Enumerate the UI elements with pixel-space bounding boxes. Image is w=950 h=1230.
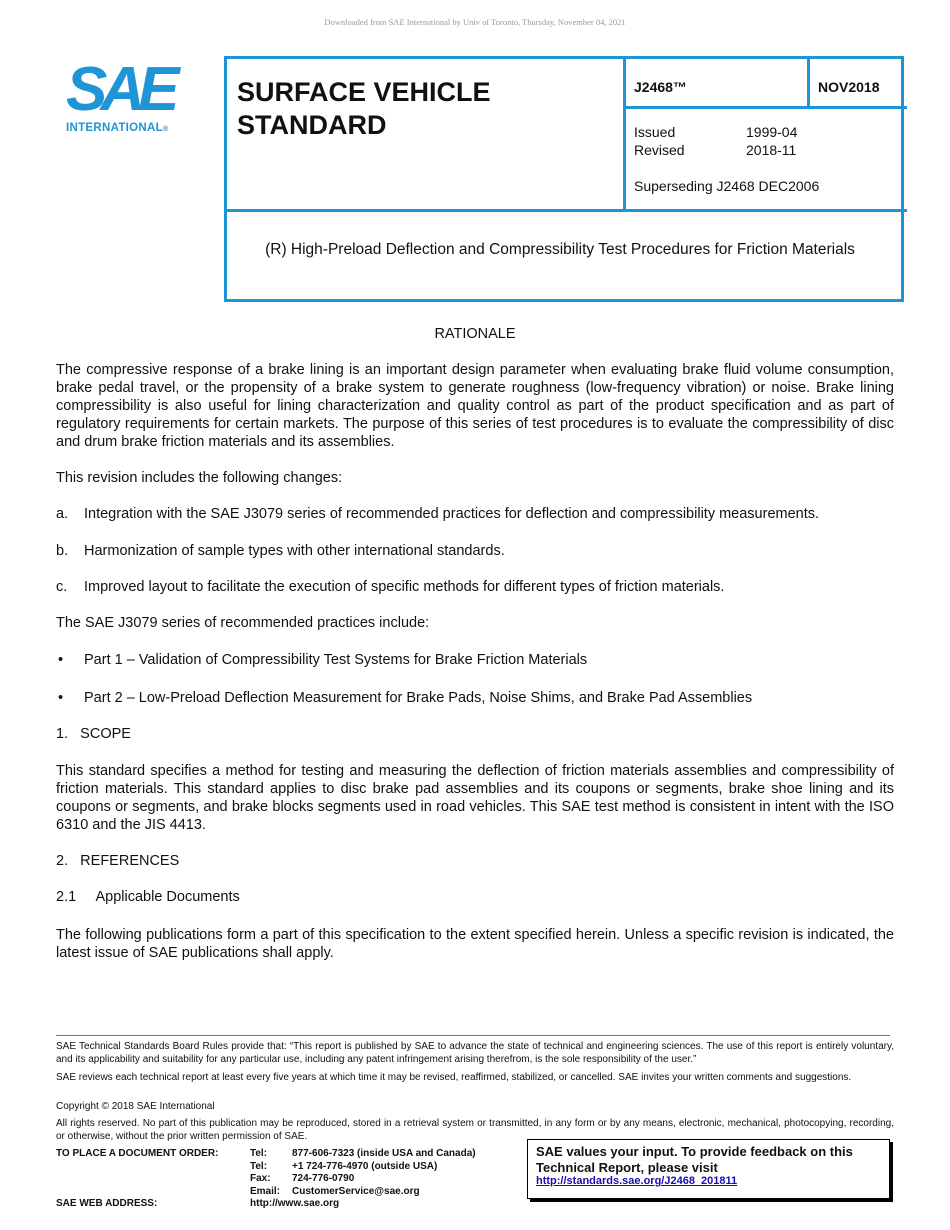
contact-value: 877-606-7323 (inside USA and Canada) xyxy=(292,1148,476,1159)
copyright-text: Copyright © 2018 SAE International xyxy=(56,1101,215,1112)
standard-type xyxy=(237,76,491,142)
list-item: Integration with the SAE J3079 series of recommended practices for deflection and compressibility measurements. xyxy=(84,506,820,522)
list-item: Harmonization of sample types with other international standards. xyxy=(84,543,505,559)
board-rules-text: SAE Technical Standards Board Rules provide that: “This report is published by SAE to advance the state of technical and engineering sciences. The use of this report is entirely voluntary, and its applicability and suitability for any particular use, including any patent infringement arising therefrom, is the sole responsibility of the user.” xyxy=(56,1041,894,1065)
revised-value: 2018-11 xyxy=(746,142,797,158)
contact-label: Email: xyxy=(250,1186,281,1197)
bullet-icon: • xyxy=(58,690,64,706)
feedback-link[interactable]: http://standards.sae.org/J2468_201811 xyxy=(536,1175,738,1187)
logo-letters: SAE xyxy=(66,55,173,124)
changes-intro: This revision includes the following changes: xyxy=(56,470,343,486)
subsection-heading: 2.1 Applicable Documents xyxy=(56,889,240,905)
revised-label: Revised xyxy=(634,142,685,158)
list-marker: a. xyxy=(56,506,69,522)
contact-label: Tel: xyxy=(250,1161,268,1172)
footer-divider xyxy=(56,1035,890,1036)
rationale-paragraph: The compressive response of a brake lining is an important design parameter when evaluating brake fluid volume consumption, brake pedal travel, or the propensity of a brake system to generate roughness (low-frequency vibration) or noise. Brake lining compressibility is also useful for lining characterization and quality control as part of the product specification and as part of regulatory requirements for certain markets. The purpose of this series of test procedures is to evaluate the compressibility of disc and drum brake friction materials and its assemblies. xyxy=(56,362,894,450)
series-intro: The SAE J3079 series of recommended practices include: xyxy=(56,615,430,631)
email-link[interactable]: CustomerService@sae.org xyxy=(292,1186,420,1197)
applicable-paragraph: The following publications form a part of this specification to the extent specified herein. Unless a specific revision is indicated, the latest issue of SAE publications shall apply. xyxy=(56,927,894,961)
bullet-icon: • xyxy=(58,652,64,668)
superseding-note: Superseding J2468 DEC2006 xyxy=(634,178,820,194)
list-item: Part 2 – Low-Preload Deflection Measurement for Brake Pads, Noise Shims, and Brake Pad Assemblies xyxy=(84,690,753,706)
contact-value: +1 724-776-4970 (outside USA) xyxy=(292,1161,438,1172)
rights-text: All rights reserved. No part of this publication may be reproduced, stored in a retrieval system or transmitted, in any form or by any means, electronic, mechanical, photocopying, recording, or otherwise, without the prior written permission of SAE. xyxy=(56,1118,894,1142)
section-heading: 2. REFERENCES xyxy=(56,853,180,869)
list-marker: c. xyxy=(56,579,68,595)
standard-type-line: STANDARD xyxy=(237,110,387,140)
logo-subtitle-text: INTERNATIONAL xyxy=(66,122,163,134)
header-divider xyxy=(224,209,907,212)
feedback-box xyxy=(527,1139,890,1199)
logo-subtitle xyxy=(66,122,196,134)
header-divider xyxy=(807,56,810,108)
contact-label: Fax: xyxy=(250,1173,271,1184)
list-marker: b. xyxy=(56,543,69,559)
issued-label: Issued xyxy=(634,124,676,140)
document-title: (R) High-Preload Deflection and Compressibility Test Procedures for Friction Materials xyxy=(265,241,855,258)
list-item: Improved layout to facilitate the execution of specific methods for different types of friction materials. xyxy=(84,579,725,595)
web-address-link[interactable]: http://www.sae.org xyxy=(250,1198,340,1209)
download-note: Downloaded from SAE International by Univ of Toronto, Thursday, November 04, 2021 xyxy=(324,17,626,27)
order-label: TO PLACE A DOCUMENT ORDER: xyxy=(56,1148,219,1159)
scope-paragraph: This standard specifies a method for testing and measuring the deflection of friction materials assemblies and compressibility of friction materials. This standard applies to disc brake pad assemblies and its coupons or segments, brake shoe lining and its coupons or segments, and brake blocks segments used in road vehicles. This SAE test method is consistent in intent with the ISO 6310 and the JIS 4413. xyxy=(56,763,894,833)
header-divider xyxy=(623,106,907,109)
rationale-heading: RATIONALE xyxy=(434,326,516,342)
web-label: SAE WEB ADDRESS: xyxy=(56,1198,158,1209)
standard-type-line: SURFACE VEHICLE xyxy=(237,77,491,107)
sae-logo xyxy=(66,55,196,140)
section-heading: 1. SCOPE xyxy=(56,726,131,742)
document-number: J2468™ xyxy=(634,79,687,95)
registered-mark: ® xyxy=(162,126,169,133)
review-text: SAE reviews each technical report at least every five years at which time it may be revised, reaffirmed, stabilized, or cancelled. SAE invites your written comments and suggestions. xyxy=(56,1072,852,1083)
document-date: NOV2018 xyxy=(818,79,880,95)
header-divider xyxy=(623,56,626,211)
issued-value: 1999-04 xyxy=(746,124,798,140)
feedback-text: Technical Report, please visit xyxy=(536,1159,718,1175)
contact-value: 724-776-0790 xyxy=(292,1173,355,1184)
list-item: Part 1 – Validation of Compressibility Test Systems for Brake Friction Materials xyxy=(84,652,588,668)
feedback-text: SAE values your input. To provide feedback on this xyxy=(536,1144,853,1159)
contact-label: Tel: xyxy=(250,1148,268,1159)
